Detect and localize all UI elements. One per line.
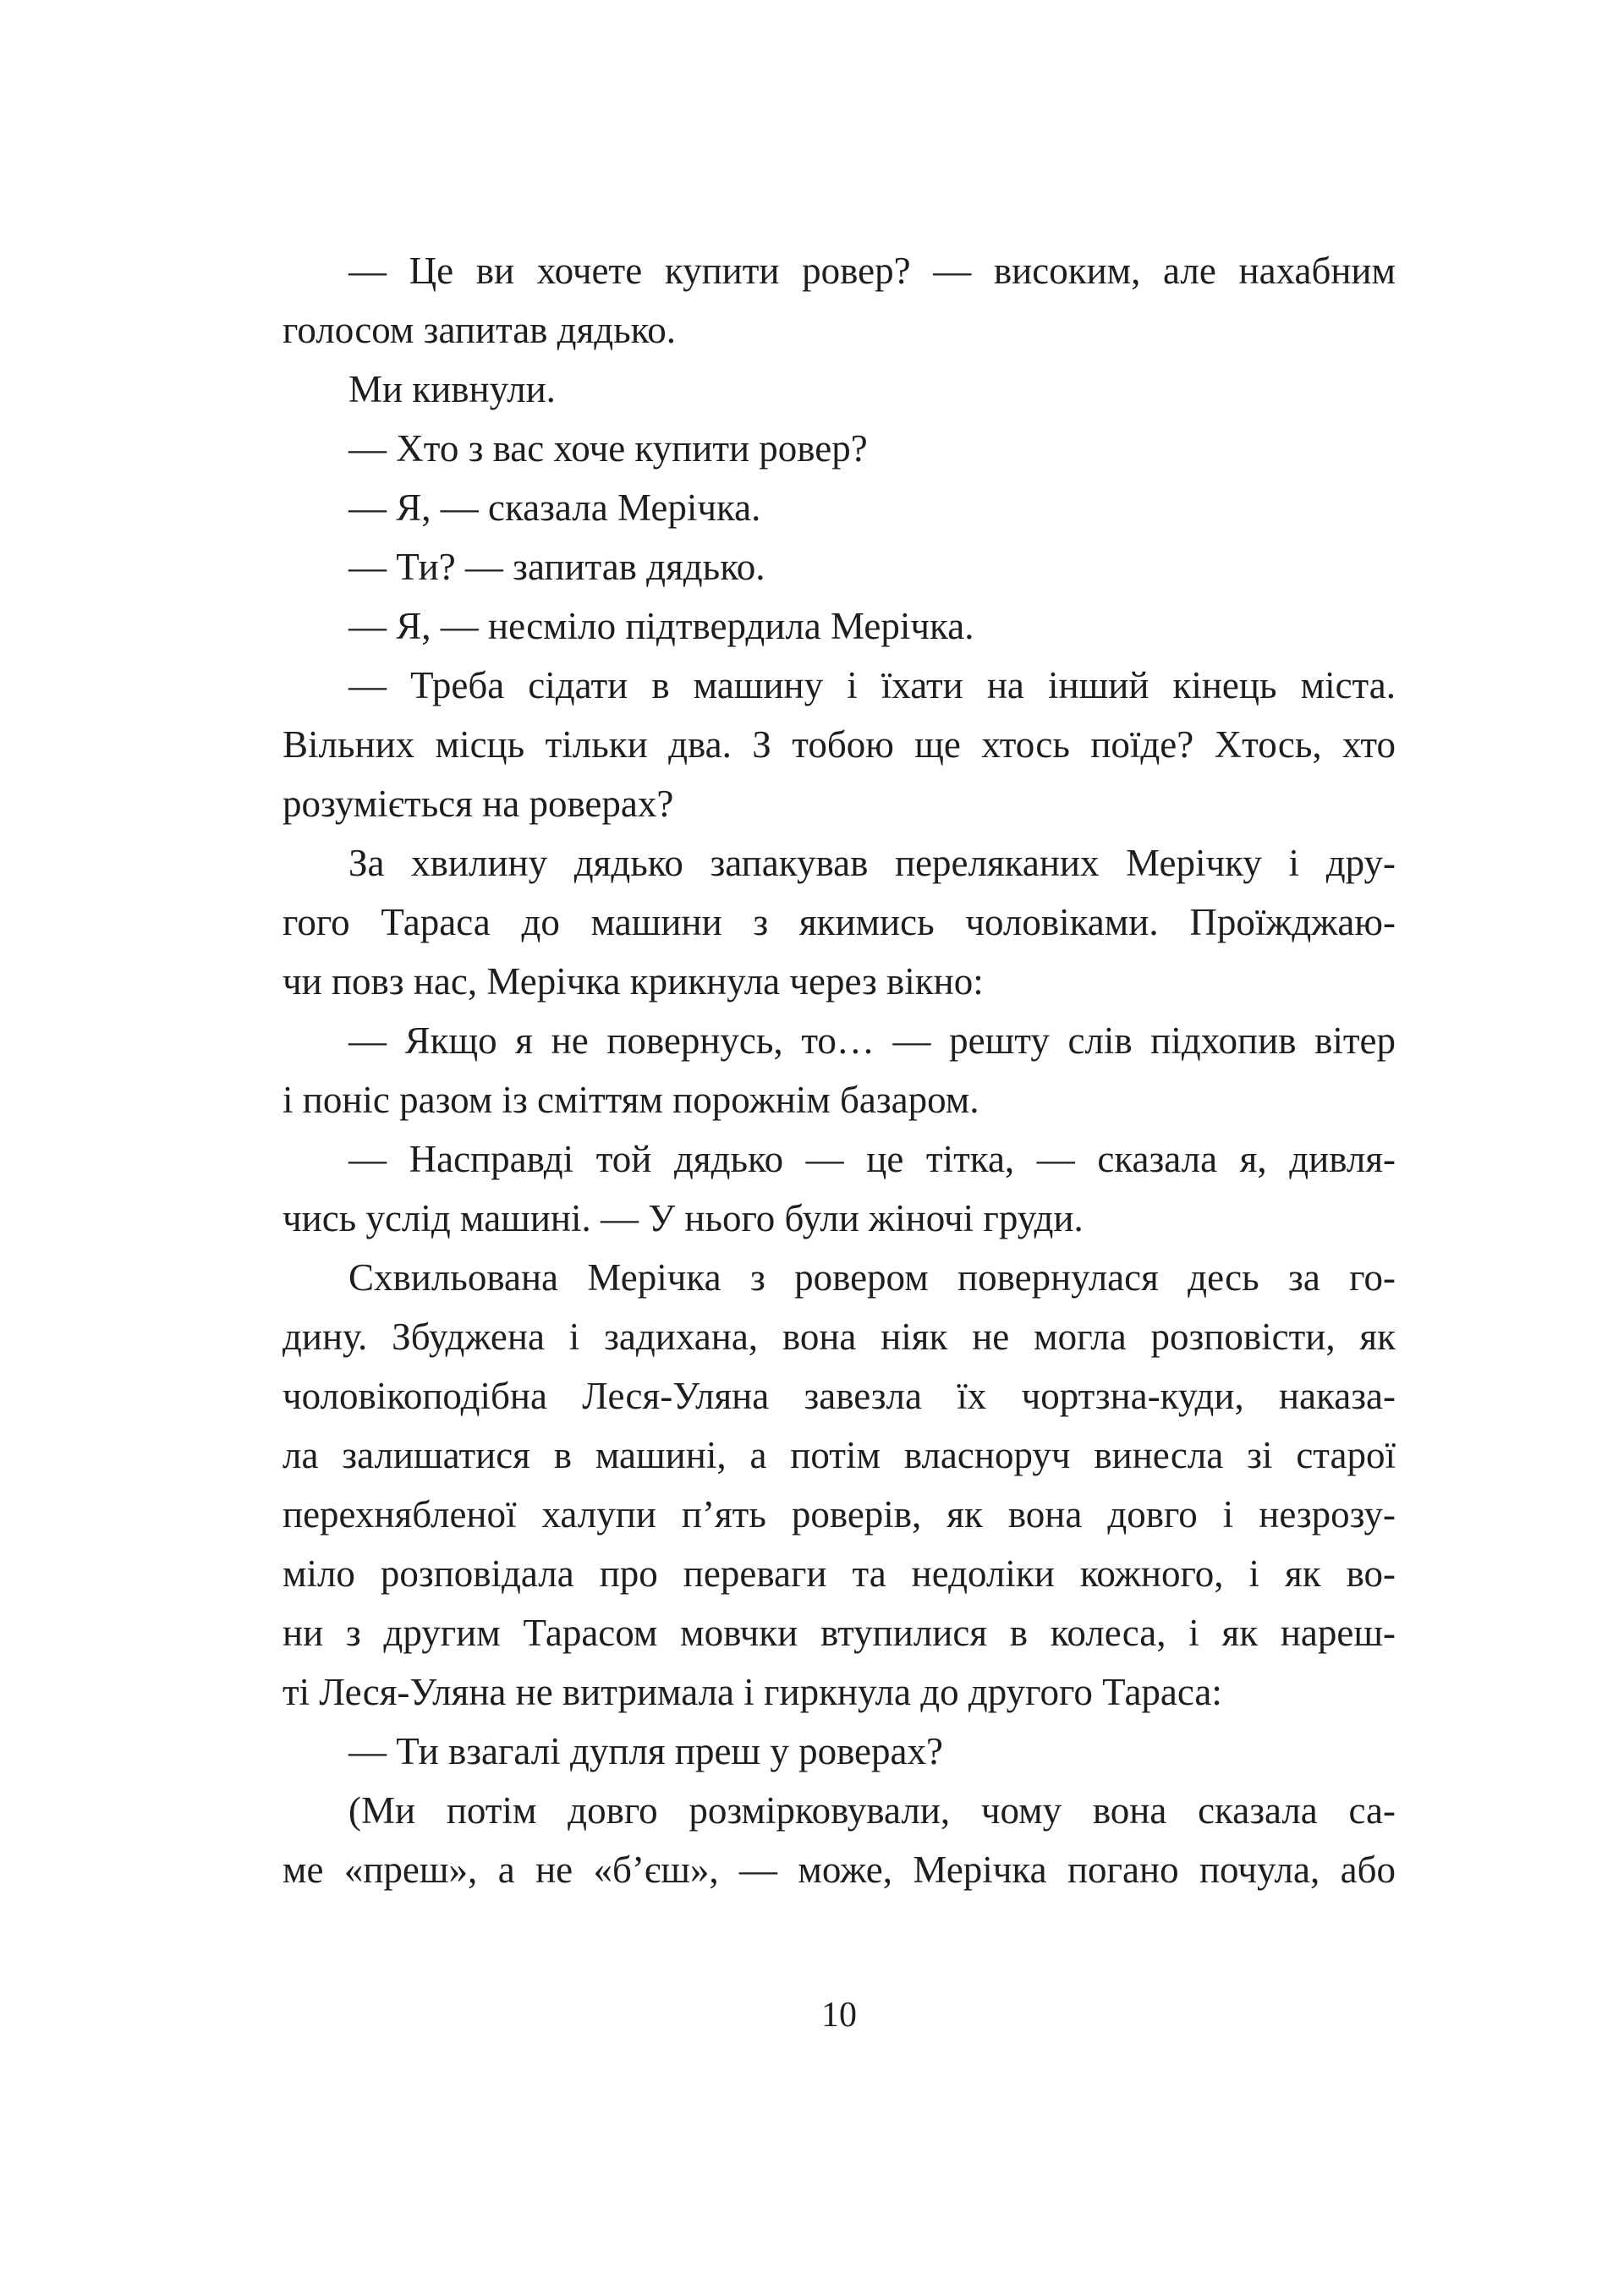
text-line: перехнябленої халупи п’ять роверів, як вона довго і незрозу- bbox=[283, 1493, 1396, 1536]
text-line: чи повз нас, Мерічка крикнула через вікно: bbox=[283, 960, 984, 1003]
text-line: голосом запитав дядько. bbox=[283, 309, 677, 351]
page-number: 10 bbox=[821, 1996, 857, 2035]
text-line: розуміється на роверах? bbox=[283, 783, 674, 825]
text-line: міло розповідала про переваги та недоліки кожного, і як во- bbox=[283, 1552, 1396, 1595]
text-line: За хвилину дядько запакував переляканих Мерічку і дру- bbox=[348, 842, 1396, 884]
text-line: — Це ви хочете купити ровер? — високим, але нахабним bbox=[348, 250, 1396, 292]
text-line: ті Леся-Уляна не витримала і гиркнула до другого Тараса: bbox=[283, 1671, 1222, 1713]
text-line: чись услід машині. — У нього були жіночі груди. bbox=[283, 1197, 1084, 1239]
text-line: — Ти взагалі дупля преш у роверах? bbox=[348, 1730, 943, 1772]
text-line: — Хто з вас хоче купити ровер? bbox=[348, 427, 868, 470]
text-line: ме «преш», а не «б’єш», — може, Мерічка погано почула, або bbox=[283, 1849, 1396, 1891]
text-line: — Ти? — запитав дядько. bbox=[348, 546, 765, 588]
text-line: — Треба сідати в машину і їхати на інший кінець міста. bbox=[348, 664, 1396, 706]
text-line: — Якщо я не повернусь, то… — решту слів підхопив вітер bbox=[348, 1019, 1396, 1062]
text-line: гого Тараса до машини з якимись чоловіками. Проїжджаю- bbox=[283, 901, 1396, 943]
text-line: — Я, — сказала Мерічка. bbox=[348, 486, 761, 529]
text-line: (Ми потім довго розмірковували, чому вона сказала са- bbox=[348, 1789, 1396, 1832]
text-line: Схвильована Мерічка з ровером повернулася десь за го- bbox=[348, 1256, 1396, 1299]
text-line: — Насправді той дядько — це тітка, — сказала я, дивля- bbox=[348, 1138, 1396, 1180]
text-line: і поніс разом із сміттям порожнім базаром. bbox=[283, 1079, 979, 1121]
text-line: ни з другим Тарасом мовчки втупилися в колеса, і як нареш- bbox=[283, 1612, 1396, 1654]
text-line: Ми кивнули. bbox=[348, 368, 556, 410]
text-line: ла залишатися в машині, а потім власноруч винесла зі старої bbox=[283, 1434, 1396, 1476]
text-line: — Я, — несміло підтвердила Мерічка. bbox=[348, 605, 974, 647]
text-line: дину. Збуджена і задихана, вона ніяк не могла розповісти, як bbox=[283, 1316, 1396, 1358]
text-line: чоловікоподібна Леся-Уляна завезла їх чортзна-куди, наказа- bbox=[283, 1375, 1396, 1417]
text-line: Вільних місць тільки два. З тобою ще хтось поїде? Хтось, хто bbox=[283, 723, 1396, 766]
body-text bbox=[283, 241, 1396, 1899]
